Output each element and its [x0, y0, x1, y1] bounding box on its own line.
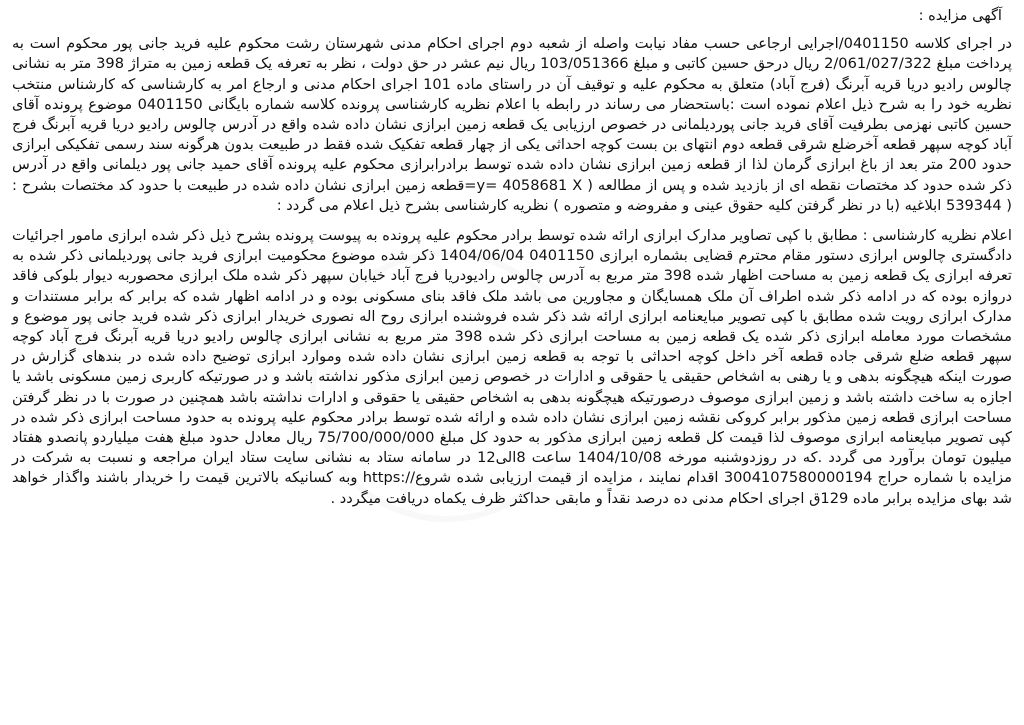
notice-paragraph-expert-opinion: اعلام نظریه کارشناسی : مطابق با کپی تصاویر مدارک ابرازی ارائه شده توسط برادر محکوم علیه پرونده به پیوست پرونده بشرح ذیل ذکر شده ابرازی مامور اجرائیات دادگستری چالوس ابرازی دستور مقام محترم قضایی بشماره ابرازی 0401150 1404/06/04 ذکر شده موضوع محکومیت ابرازی فرید جانی پوردیلمانی ذکر شده به تعرفه ابرازی یک قطعه زمین به مساحت اظهار شده 398 متر مربع به آدرس چالوس رادیودریا فرج آباد خیابان سپهر ذکر شده ملک ابرازی محصوربه دیوار بلوکی فاقد دروازه بوده که در ادامه ذکر شده اطراف آن ملک همسایگان و مجاورین می باشد ملک فاقد بنای مسکونی بوده و در ادامه اظهار شده که برابر که برابر مستندات و مدارک ابرازی رویت شده مطابق با کپی تصویر مبایعنامه ابرازی ارائه شد ذکر شده فروشنده ابرازی روح اله نصوری خریدار ابرازی ذکر شده فرید جانی پور موضوع و مشخصات مورد معامله ابرازی ذکر شده یک قطعه زمین به مساحت ابرازی ذکر شده 398 متر مربع به نشانی ابرازی چالوس رادیو دریا قریه آبرنگ فرج آباد کوچه سپهر قطعه ضلع شرقی جاده قطعه آخر داخل کوچه احداثی با توجه به قطعه زمین ابرازی نشان داده شده وموارد ابرازی توضیح داده شده در بندهای گزارش در صورت اینکه هیچگونه بدهی و یا رهنی به اشخاص حقیقی یا حقوقی و ادارات در خصوص زمین ابرازی مذکور نداشته باشد و در صورتیکه کاربری زمین مسکونی باشد یا اجازه به ساخت داشته باشد و زمین ابرازی موصوف درصورتیکه هیچگونه بدهی به اشخاص حقیقی یا حقوقی و ادارات نداشته باشد همچنین در صورت با در نظر گرفتن مساحت ابرازی قطعه زمین مذکور برابر کروکی نقشه زمین ابرازی نشان داده شده و ارائه شده توسط برادر محکوم علیه پرونده به حدود مساحت ابرازی ذکر شده در کپی تصویر مبایعنامه ابرازی موصوف لذا قیمت کل قطعه زمین ابرازی مذکور به حدود کل مبلغ 75/700/000/000 ریال معادل حدود مبلغ هفت میلیاردو پانصدو هفتاد میلیون تومان برآورد می گردد .که در روزدوشنبه مورخه 1404/10/08 ساعت 8الی12 در سامانه ستاد به نشانی سایت ستاد ایران مراجعه و نسبت به شرکت در مزایده با شماره حراج 3004107580000194 اقدام نمایند ، مزایده از قیمت ارزیابی شده شروع//:https وبه کسانیکه بالاترین قیمت را خریدار باشند واگذار خواهد شد بهای مزایده برابر ماده 129ق اجرای احکام مدنی ده درصد نقداً و مابقی حداکثر ظرف یکماه دریافت میگردد .: [12, 227, 1013, 507]
notice-title: آگهی مزایده :: [918, 7, 1002, 24]
notice-paragraph-case-details: در اجرای کلاسه 0401150/اجرایی ارجاعی حسب مفاد نیابت واصله از شعبه دوم اجرای احکام مدنی شهرستان رشت محکوم علیه فرید جانی پور محکوم است به پرداخت مبلغ 2/061/027/322 ریال درحق حسین کاتبی و مبلغ 103/051366 ریال نیم عشر در حق دولت ، نظر به تعرفه یک قطعه زمین به متراژ 398 متر به نشانی چالوس رادیو دریا قریه آبرنگ (فرج آباد) متعلق به محکوم علیه و توقیف آن در راستای ماده 101 اجرای احکام مدنی و ارجاع امر به کارشناسی که کارشناس منتخب نظریه خود را به شرح ذیل اعلام نموده است :باستحضار می رساند در رابطه با اعلام نظریه کارشناسی پرونده کلاسه شماره بایگانی 0401150 موضوع پرونده آقای حسین کاتبی نهزمی بطرفیت آقای فرید جانی پوردیلمانی در خصوص ارزیابی یک قطعه زمین ابرازی نشان داده شده واقع در آدرس چالوس رادیو دریا قریه آبرنگ فرج آباد کوچه سپهر قطعه آخرضلع شرقی قطعه دوم انتهای بن بست کوچه احداثی یکی از چهار قطعه تفکیک شده فقط در طبیعت بدون هرگونه سند رسمی تفکیکی ابرازی حدود 200 متر بعد از باغ ابرازی گرمان لذا از قطعه زمین ابرازی نشان داده شده توسط برادرابرازی محکوم علیه پرونده آقای حمید جانی پور دیلمانی واقع در آدرس ذکر شده حدود کد مختصات نقطه ای از بازدید شده و پس از مطالعه ( y= 4058681 X=قطعه زمین ابرازی نشان داده شده در طبیعت با حدود کد مختصات بشرح : ( 539344 ابلاغیه (با در نظر گرفتن کلیه حقوق عینی و مفروضه و متصوره ) نظریه کارشناسی بشرح ذیل اعلام می گردد :: [12, 35, 1013, 214]
auction-notice: [12, 6, 1012, 519]
